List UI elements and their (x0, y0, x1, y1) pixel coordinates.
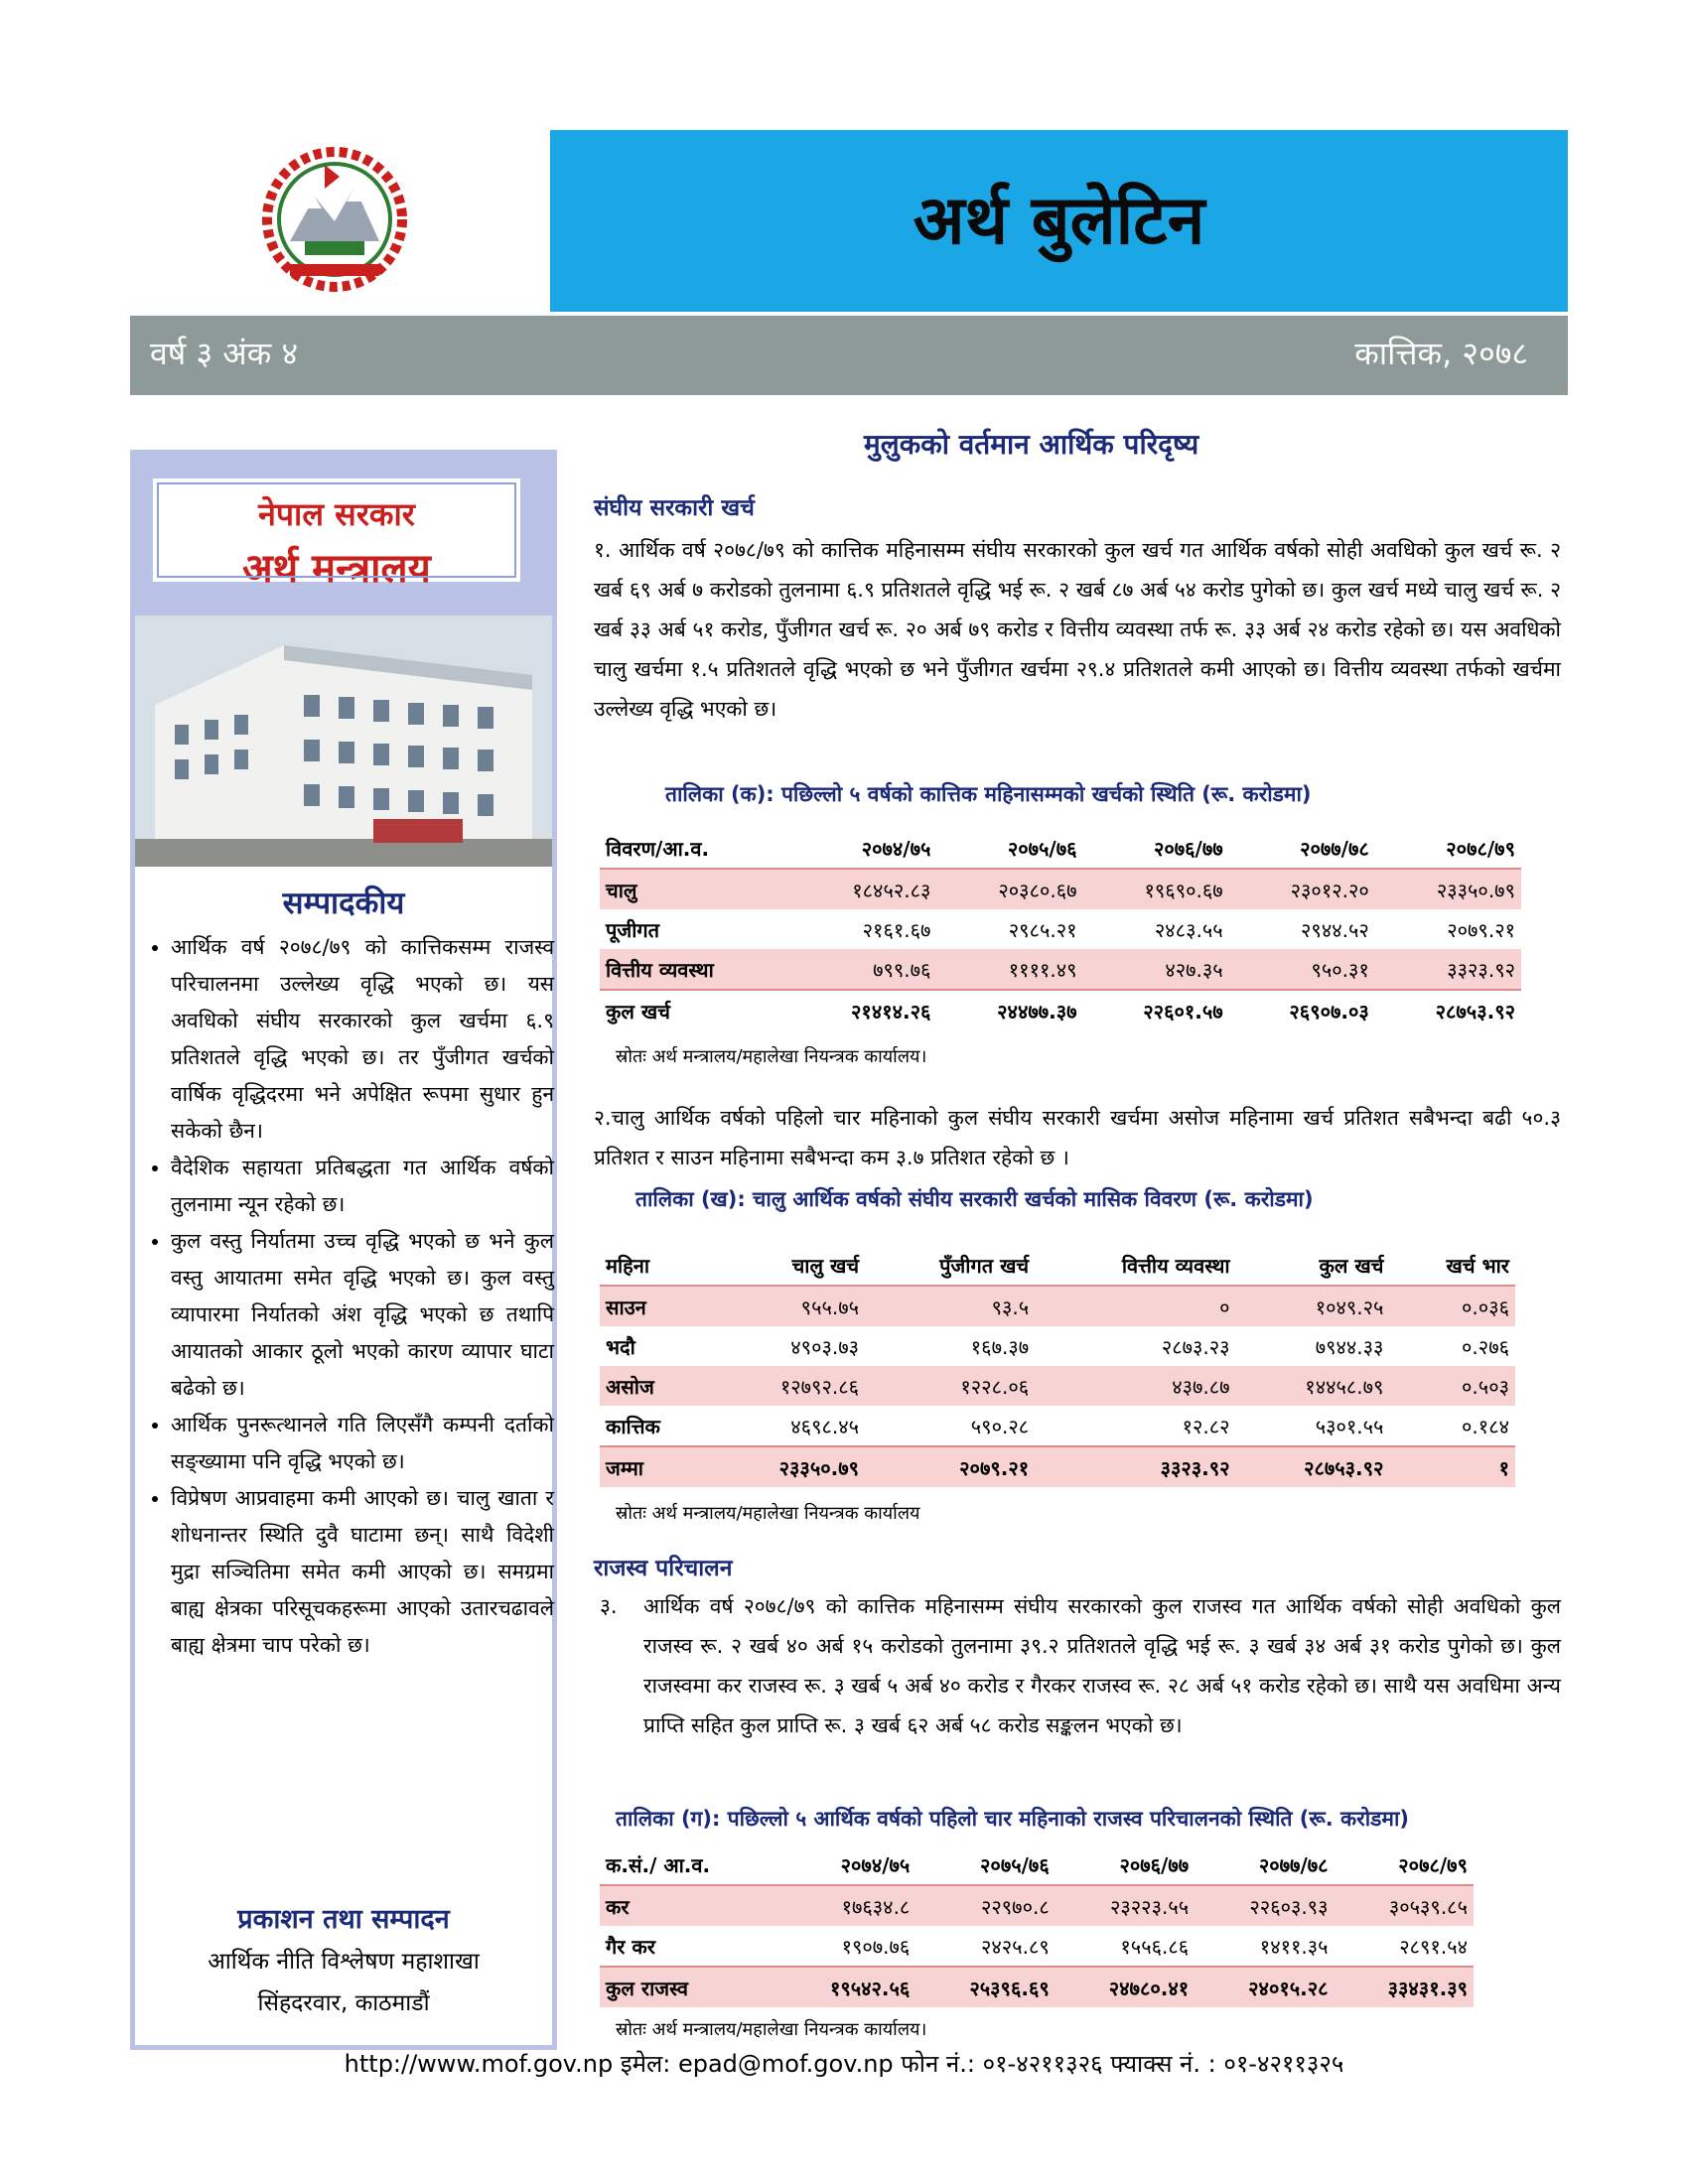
table-row (600, 949, 1521, 990)
table-ka-source: स्रोतः अर्थ मन्त्रालय/महालेखा नियन्त्रक कार्यालय। (616, 1046, 927, 1067)
issue-date: कात्तिक, २०७८ (1354, 335, 1528, 372)
table-header-cell: विवरण/आ.व. (600, 828, 790, 869)
table-row (600, 1286, 1515, 1326)
table-cell: साउन (600, 1286, 711, 1326)
table-cell: १८४५२.८३ (790, 869, 936, 909)
table-row (600, 869, 1521, 909)
table-cell: २४४७७.३७ (936, 990, 1082, 1030)
table-header-cell: महिना (600, 1245, 711, 1286)
table-header-cell: पुँजीगत खर्च (865, 1245, 1035, 1286)
table-cell: १४११.३५ (1259, 1934, 1329, 1959)
table-header-cell: २०७४/७५ (776, 1844, 915, 1885)
table-row (600, 1926, 1474, 1967)
table-header-cell: चालु खर्च (711, 1245, 865, 1286)
table-total-row (600, 1446, 1515, 1487)
table-cell: २८९१.५४ (1399, 1934, 1468, 1959)
table-cell: १२.८२ (1182, 1414, 1230, 1438)
editorial-item: • कुल वस्तु निर्यातमा उच्च वृद्धि भएको छ भने कुल वस्तु आयातमा समेत वृद्धि भएको छ। कुल वस्तु व्यापारमा निर्यातको अंश वृद्धि भएको छ तथापि आयातको आकार ठूलो भएको कारण व्यापार घाटा बढेको छ। (171, 1223, 554, 1407)
table-cell: चालु (600, 869, 790, 909)
contact-footer: http://www.mof.gov.np इमेल: epad@mof.gov.np फोन नं.: ०१-४२११३२६ फ्याक्स नं. : ०१-४२११३२५ (344, 2050, 1344, 2078)
table-row (600, 909, 1521, 949)
table-cell: १७६३४.८ (776, 1885, 915, 1926)
table-cell: २०७९.२१ (1447, 917, 1515, 942)
table-ga-caption: तालिका (ग): पछिल्लो ५ आर्थिक वर्षको पहिलो चार महिनाको राजस्व परिचालनको स्थिति (रू. करोडमा) (616, 1807, 1410, 1831)
table-header-row (600, 828, 1521, 869)
table-cell: १४४५८.७९ (1236, 1366, 1390, 1406)
table-header-cell: २०७८/७९ (1335, 1844, 1474, 1885)
bulletin-title-banner (550, 130, 1568, 312)
government-emblem (260, 147, 409, 292)
section-title-expenditure: संघीय सरकारी खर्च (594, 495, 755, 521)
table-cell: १०४९.२५ (1236, 1286, 1390, 1326)
table-cell: ३३४३१.३९ (1335, 1967, 1474, 2007)
paragraph-3: आर्थिक वर्ष २०७८/७९ को कात्तिक महिनासम्म संघीय सरकारको कुल राजस्व गत आर्थिक वर्षको सोही अवधिको कुल राजस्व रू. २ खर्ब ४० अर्ब १५ करोडको तुलनामा ३९.२ प्रतिशतले वृद्धि भई रू. ३ खर्ब ३४ अर्ब ३१ करोड पुगेको छ। कुल राजस्वमा कर राजस्व रू. ३ खर्ब ५ अर्ब ४० करोड र गैरकर राजस्व रू. २८ अर्ब ५१ करोड रहेको छ। साथै यस अवधिमा अन्य प्राप्ति सहित कुल प्राप्ति रू. ३ खर्ब ६२ अर्ब ५८ करोड सङ्कलन भएको छ। (643, 1594, 1561, 1737)
table-header-cell: कुल खर्च (1236, 1245, 1390, 1286)
table-cell: २०३८०.६७ (936, 869, 1082, 909)
table-header-cell: खर्च भार (1389, 1245, 1515, 1286)
table-cell: ४९०३.७३ (790, 1334, 860, 1359)
table-kha-caption: तालिका (ख): चालु आर्थिक वर्षको संघीय सरकारी खर्चको मासिक विवरण (रू. करोडमा) (635, 1187, 1314, 1211)
table-row (600, 1406, 1515, 1446)
editorial-item: • विप्रेषण आप्रवाहमा कमी आएको छ। चालु खाता र शोधनान्तर स्थिति दुवै घाटामा छन्। साथै विदेशी मुद्रा सञ्चितिमा समेत कमी आएको छ। समग्रमा बाह्य क्षेत्रका परिसूचकहरूमा आएको उतारचढावले बाह्य क्षेत्रमा चाप परेको छ। (171, 1480, 554, 1664)
table-cell: २८७३.२३ (1161, 1334, 1230, 1359)
table-cell: २२९७०.८ (915, 1885, 1055, 1926)
table-cell: ७९४४.३३ (1315, 1334, 1384, 1359)
table-cell: २८७५३.९२ (1375, 990, 1521, 1030)
issue-bar (130, 316, 1568, 395)
table-cell: २०७९.२१ (865, 1446, 1035, 1487)
table-cell: २४७८०.४१ (1055, 1967, 1195, 2007)
table-cell: भदौ (606, 1334, 635, 1359)
table-cell: २३३५०.७९ (711, 1446, 865, 1487)
table-cell: ३३२३.९२ (1375, 949, 1521, 990)
table-cell: ९३.५ (865, 1286, 1035, 1326)
table-header-cell: २०७५/७६ (915, 1844, 1055, 1885)
table-cell: २२६०१.५७ (1083, 990, 1229, 1030)
table-cell: वित्तीय व्यवस्था (600, 949, 790, 990)
table-cell: २४८३.५५ (1154, 917, 1223, 942)
table-total-row (600, 1967, 1474, 2007)
table-cell: १५५६.८६ (1120, 1934, 1190, 1959)
table-cell: २१६१.६७ (862, 917, 931, 942)
table-row (600, 1326, 1515, 1366)
table-cell: ०.१८४ (1462, 1414, 1509, 1438)
table-cell: ०.५०३ (1389, 1366, 1515, 1406)
table-header-cell: २०७६/७७ (1055, 1844, 1195, 1885)
paragraph-2: २.चालु आर्थिक वर्षको पहिलो चार महिनाको कुल संघीय सरकारी खर्चमा असोज महिनामा खर्च प्रतिशत सबैभन्दा बढी ५०.३ प्रतिशत र साउन महिनामा सबैभन्दा कम ३.७ प्रतिशत रहेको छ । (594, 1106, 1561, 1169)
section-title-revenue: राजस्व परिचालन (594, 1556, 733, 1581)
table-cell: १९०७.७६ (841, 1934, 911, 1959)
editorial-item: • आर्थिक वर्ष २०७८/७९ को कात्तिकसम्म राजस्व परिचालनमा उल्लेख्य वृद्धि भएको छ। यस अवधिको संघीय सरकारको कुल खर्चमा ६.९ प्रतिशतले वृद्धि भएको छ। तर पुँजीगत खर्चको वार्षिक वृद्धिदरमा भने अपेक्षित रूपमा सुधार हुन सकेको छैन। (171, 929, 554, 1150)
table-cell: कात्तिक (606, 1414, 660, 1438)
table-cell: कुल राजस्व (600, 1967, 776, 2007)
table-cell: ५३०१.५५ (1315, 1414, 1384, 1438)
government-name: नेपाल सरकार (258, 495, 415, 533)
ministry-name: अर्थ मन्त्रालय (242, 546, 431, 592)
table-row (600, 1366, 1515, 1406)
table-cell: ० (1035, 1286, 1235, 1326)
table-cell: २९८५.२१ (1008, 917, 1077, 942)
table-cell: १९६९०.६७ (1083, 869, 1229, 909)
table-cell: १६७.३७ (970, 1334, 1030, 1359)
publication-division: आर्थिक नीति विश्लेषण महाशाखा (208, 1949, 480, 1975)
table-cell: कुल खर्च (600, 990, 790, 1030)
publication-title: प्रकाशन तथा सम्पादन (237, 1904, 450, 1935)
table-header-cell: २०७५/७६ (936, 828, 1082, 869)
table-cell: ४३७.८७ (1035, 1366, 1235, 1406)
table-cell: २३२२३.५५ (1055, 1885, 1195, 1926)
table-ga (600, 1844, 1474, 2007)
sidebar-header (135, 455, 552, 615)
table-header-cell: २०७८/७९ (1375, 828, 1521, 869)
table-kha (600, 1245, 1515, 1487)
table-cell: ९५०.३१ (1229, 949, 1375, 990)
bulletin-title: अर्थ बुलेटिन (913, 182, 1205, 260)
editorial-item: • वैदेशिक सहायता प्रतिबद्धता गत आर्थिक वर्षको तुलनामा न्यून रहेको छ। (171, 1150, 554, 1223)
table-cell: १२२८.०६ (865, 1366, 1035, 1406)
publication-address: सिंहदरवार, काठमाडौं (257, 1990, 430, 2016)
table-cell: १ (1389, 1446, 1515, 1487)
table-cell: २६९०७.०३ (1229, 990, 1375, 1030)
table-cell: ०.२७६ (1462, 1334, 1509, 1359)
table-cell: ४२७.३५ (1083, 949, 1229, 990)
table-cell: ५९०.२८ (970, 1414, 1030, 1438)
table-row (600, 1885, 1474, 1926)
table-cell: ३०५३९.८५ (1335, 1885, 1474, 1926)
table-cell: २४०१५.२८ (1195, 1967, 1334, 2007)
volume-number: वर्ष ३ अंक ४ (150, 335, 299, 372)
editorial-item: • आर्थिक पुनरूत्थानले गति लिएसँगै कम्पनी दर्ताको सङ्ख्यामा पनि वृद्धि भएको छ। (171, 1407, 554, 1480)
table-header-cell: २०७७/७८ (1195, 1844, 1334, 1885)
sidebar (130, 450, 557, 2050)
table-header-cell: २०७४/७५ (790, 828, 936, 869)
table-cell: २३३५०.७९ (1375, 869, 1521, 909)
editorial-list (149, 929, 554, 1664)
page-heading: मुलुकको वर्तमान आर्थिक परिदृष्य (864, 428, 1199, 461)
editorial-title: सम्पादकीय (282, 886, 405, 921)
table-cell: पूजीगत (606, 917, 660, 942)
table-cell: ९५५.७५ (711, 1286, 865, 1326)
paragraph-3-number: ३. (600, 1594, 618, 1618)
table-cell: जम्मा (600, 1446, 711, 1487)
table-header-cell: २०७६/७७ (1083, 828, 1229, 869)
table-cell: ११११.४९ (936, 949, 1082, 990)
table-cell: २३०१२.२० (1229, 869, 1375, 909)
table-header-row (600, 1844, 1474, 1885)
table-total-row (600, 990, 1521, 1030)
table-cell: ०.०३६ (1389, 1286, 1515, 1326)
table-cell: २५३९६.६९ (915, 1967, 1055, 2007)
table-cell: २९४४.५२ (1301, 917, 1369, 942)
table-cell: २२६०३.९३ (1195, 1885, 1334, 1926)
organization-box (149, 475, 524, 592)
ministry-building-photo (135, 615, 552, 867)
table-ka-caption: तालिका (क): पछिल्लो ५ वर्षको कात्तिक महिनासम्मको खर्चको स्थिति (रू. करोडमा) (665, 782, 1312, 806)
table-header-row (600, 1245, 1515, 1286)
table-cell: ४६९८.४५ (790, 1414, 860, 1438)
table-ga-source: स्रोतः अर्थ मन्त्रालय/महालेखा नियन्त्रक कार्यालय। (616, 2019, 927, 2040)
table-cell: २१४१४.२६ (790, 990, 936, 1030)
table-cell: गैर कर (606, 1934, 655, 1959)
table-cell: ७९९.७६ (790, 949, 936, 990)
table-kha-source: स्रोतः अर्थ मन्त्रालय/महालेखा नियन्त्रक कार्यालय (616, 1503, 920, 1524)
paragraph-1: १. आर्थिक वर्ष २०७८/७९ को कात्तिक महिनासम्म संघीय सरकारको कुल खर्च गत आर्थिक वर्षको सोही अवधिको कुल खर्च रू. २ खर्ब ६९ अर्ब ७ करोडको तुलनामा ६.९ प्रतिशतले वृद्धि भई रू. २ खर्ब ८७ अर्ब ५४ करोड पुगेको छ। कुल खर्च मध्ये चालु खर्च रू. २ खर्ब ३३ अर्ब ५१ करोड, पुँजीगत खर्च रू. २० अर्ब ७९ करोड र वित्तीय व्यवस्था तर्फ रू. ३३ अर्ब २४ करोड रहेको छ। यस अवधिको चालु खर्चमा १.५ प्रतिशतले वृद्धि भएको छ भने पुँजीगत खर्चमा २९.४ प्रतिशतले कमी आएको छ। वित्तीय व्यवस्था तर्फको खर्चमा उल्लेख्य वृद्धि भएको छ। (594, 538, 1561, 721)
table-cell: १२७९२.८६ (711, 1366, 865, 1406)
table-cell: १९५४२.५६ (776, 1967, 915, 2007)
table-cell: २८७५३.९२ (1236, 1446, 1390, 1487)
table-header-cell: वित्तीय व्यवस्था (1035, 1245, 1235, 1286)
table-cell: कर (600, 1885, 776, 1926)
table-cell: ३३२३.९२ (1035, 1446, 1235, 1487)
table-ka (600, 828, 1521, 1030)
table-cell: २४२५.८९ (980, 1934, 1050, 1959)
table-header-cell: क.सं./ आ.व. (600, 1844, 776, 1885)
table-header-cell: २०७७/७८ (1229, 828, 1375, 869)
table-cell: असोज (600, 1366, 711, 1406)
